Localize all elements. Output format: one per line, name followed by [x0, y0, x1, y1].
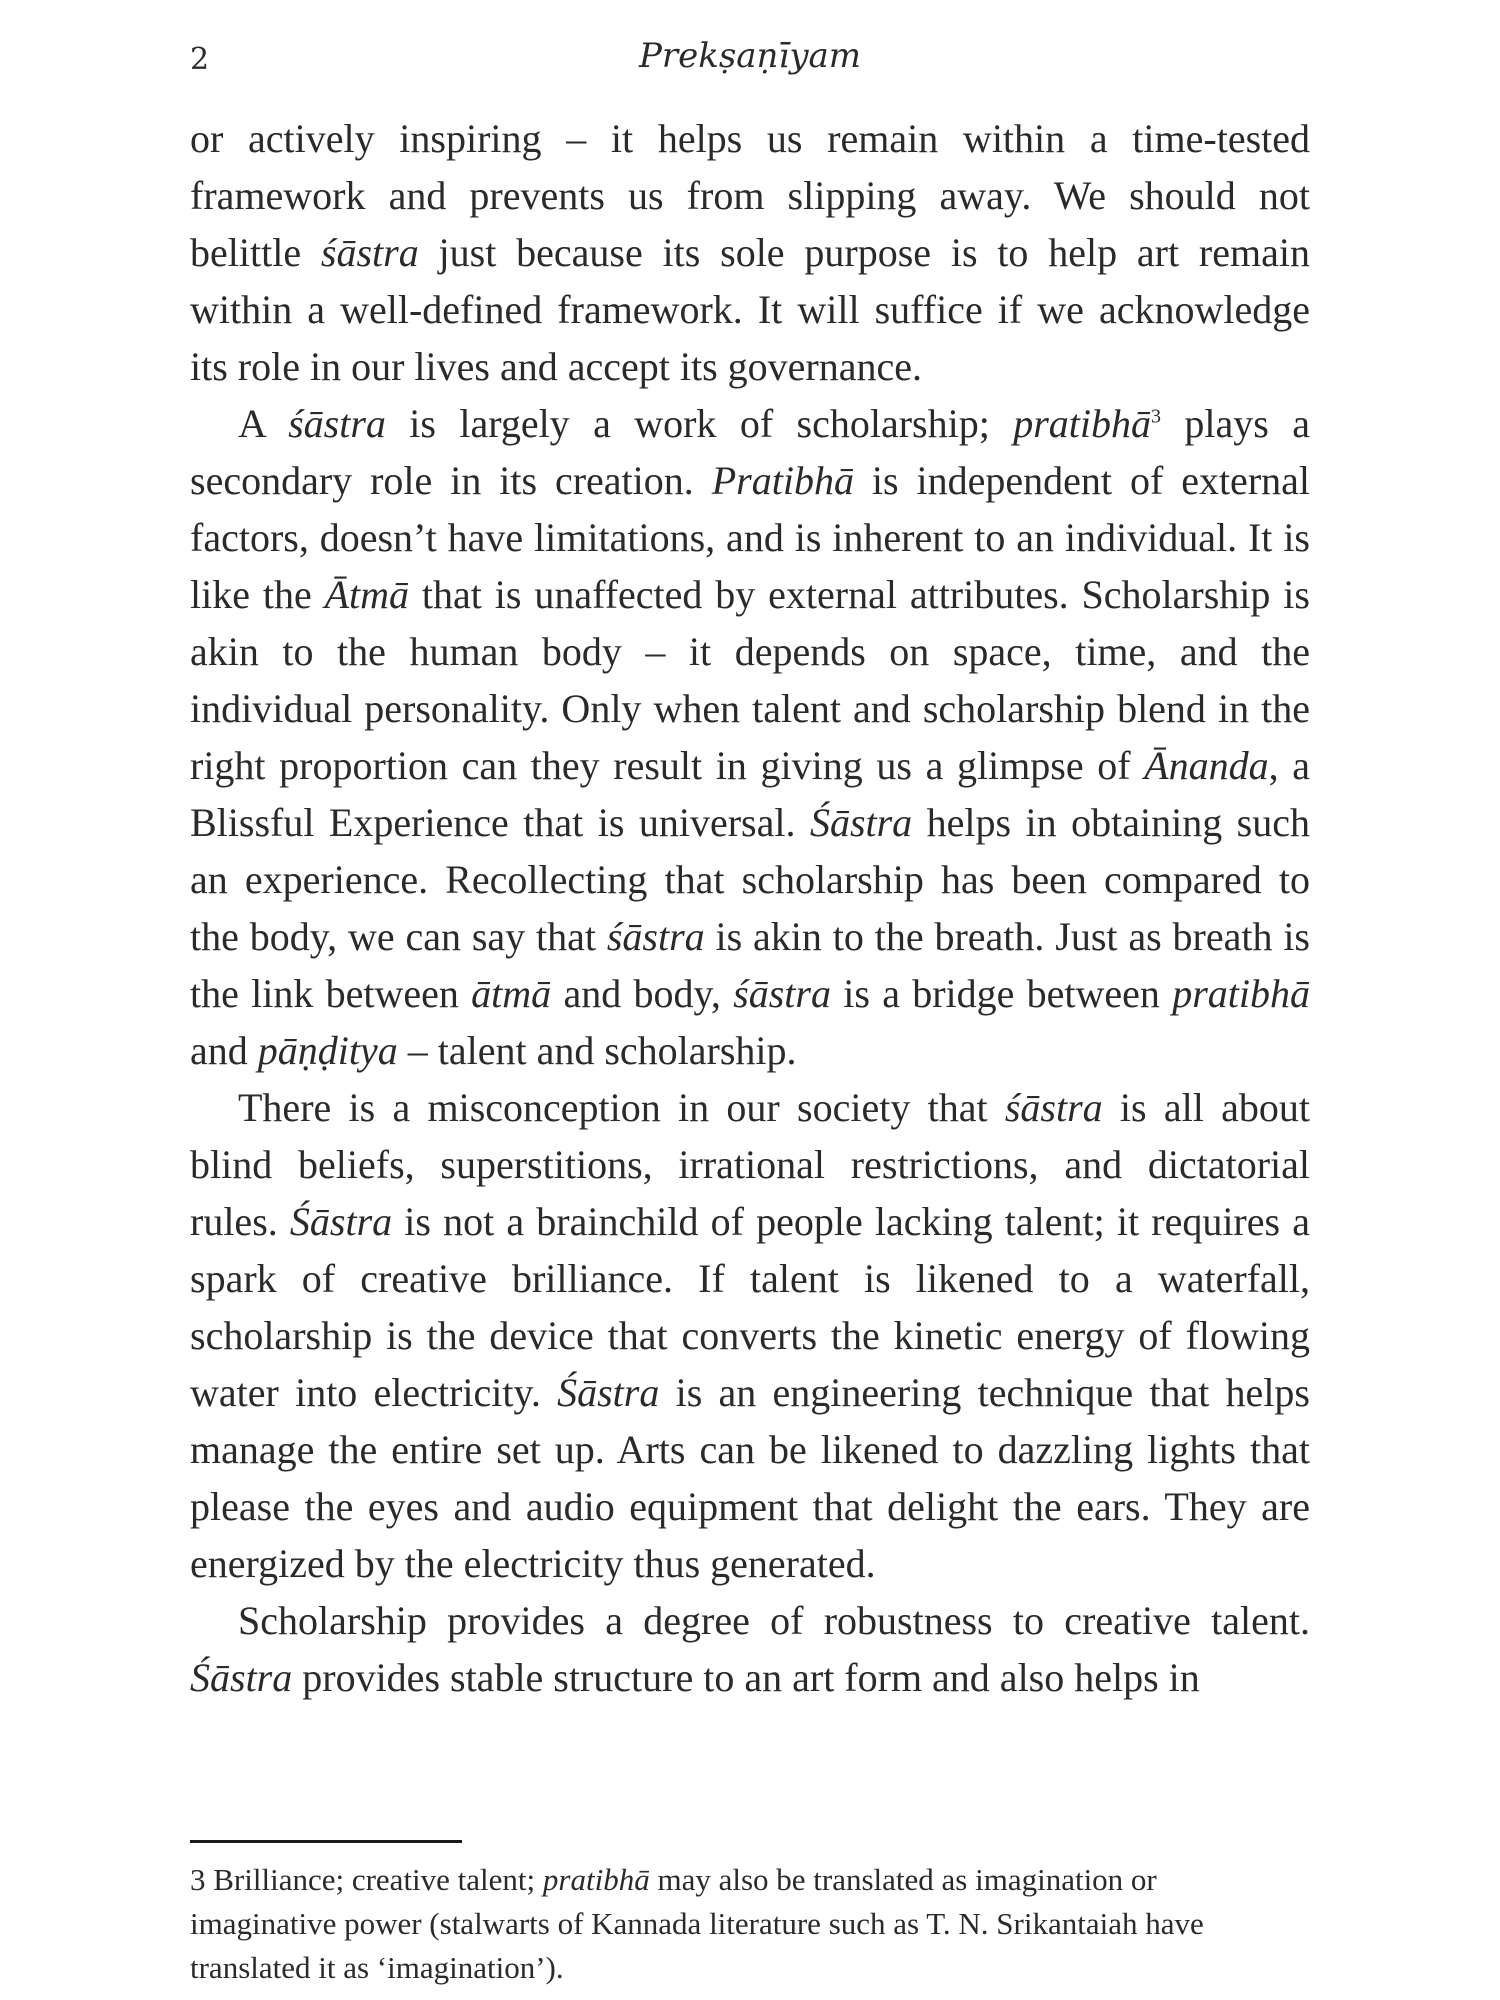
paragraph	[190, 1079, 1310, 1592]
paragraph	[190, 110, 1310, 395]
italic-term: Śāstra	[190, 1655, 293, 1700]
page-number: 2	[190, 42, 210, 77]
italic-term: Ānanda	[1144, 743, 1269, 788]
italic-term: Ātmā	[324, 572, 410, 617]
text-run: is a bridge between	[830, 971, 1173, 1016]
italic-term: Śāstra	[557, 1370, 660, 1415]
text-run: or actively inspiring – it helps us remain within a time-tested framework and prevents us from slipping away. We should not belittle	[190, 116, 1310, 275]
italic-term: Śāstra	[289, 1199, 393, 1244]
text-run: is largely a work of scholarship;	[385, 401, 1014, 446]
running-head	[190, 34, 1310, 84]
italic-term: śāstra	[733, 971, 831, 1016]
italic-term: pratibhā	[542, 1862, 650, 1897]
text-run: that is unaffected by external attributes. Scholarship is akin to the human body – it depends on space, time, and the individual personality. Only when talent and scholarship blend in the right proportion can they result in giving us a glimpse of	[190, 572, 1310, 788]
text-run: 3 Brilliance; creative talent;	[190, 1862, 543, 1897]
text-run: is an engineering technique that helps manage the entire set up. Arts can be likened to dazzling lights that please the eyes and audio equipment that delight the ears. They are energized by the electricity thus generated.	[190, 1370, 1310, 1586]
text-run: plays a secondary role in its creation.	[190, 401, 1311, 503]
italic-term: Pratibhā	[711, 458, 854, 503]
italic-term: ātmā	[471, 971, 552, 1016]
text-run: is independent of external factors, doesn’t have limitations, and is inherent to an individual. It is like the	[190, 458, 1311, 617]
text-run: – talent and scholarship.	[397, 1028, 797, 1073]
paragraph	[190, 395, 1310, 1079]
footnote-divider	[190, 1840, 462, 1843]
text-run: is all about blind beliefs, superstitions, irrational restrictions, and dictatorial rules.	[190, 1085, 1310, 1244]
text-run: , a Blissful Experience that is universal.	[190, 743, 1310, 845]
italic-term: śāstra	[320, 230, 419, 275]
text-run: helps in obtaining such an experience. Recollecting that scholarship has been compared to the body, we can say that	[190, 800, 1310, 959]
text-run: Scholarship provides a degree of robustness to creative talent.	[238, 1598, 1310, 1643]
italic-term: śāstra	[606, 914, 705, 959]
italic-term: śāstra	[288, 401, 386, 446]
body-text	[190, 110, 1310, 1706]
text-run: There is a misconception in our society that	[238, 1085, 1005, 1130]
book-title: Prekṣaṇīyam	[638, 36, 862, 76]
footnote	[190, 1858, 1310, 1990]
italic-term: pratibhā	[1013, 401, 1152, 446]
text-run: may also be translated as imagination or imaginative power (stalwarts of Kannada literature such as T. N. Srikantaiah have translated it as ‘imagination’).	[190, 1862, 1204, 1985]
footnote-reference[interactable]: 3	[1151, 405, 1162, 428]
text-run: provides stable structure to an art form and also helps in	[292, 1655, 1200, 1700]
text-run: A	[238, 401, 289, 446]
italic-term: śāstra	[1004, 1085, 1103, 1130]
paragraph	[190, 1592, 1310, 1706]
text-run: and body,	[551, 971, 734, 1016]
italic-term: pratibhā	[1172, 971, 1311, 1016]
text-run: just because its sole purpose is to help art remain within a well-defined framework. It will suffice if we acknowledge its role in our lives and accept its governance.	[190, 230, 1310, 389]
text-run: is not a brainchild of people lacking talent; it requires a spark of creative brilliance. If talent is likened to a waterfall, scholarship is the device that converts the kinetic energy of flowing water into electricity.	[190, 1199, 1310, 1415]
italic-term: Śāstra	[809, 800, 913, 845]
text-run: is akin to the breath. Just as breath is the link between	[190, 914, 1311, 1016]
italic-term: pāṇḍitya	[257, 1028, 398, 1073]
text-run: and	[190, 1028, 258, 1073]
